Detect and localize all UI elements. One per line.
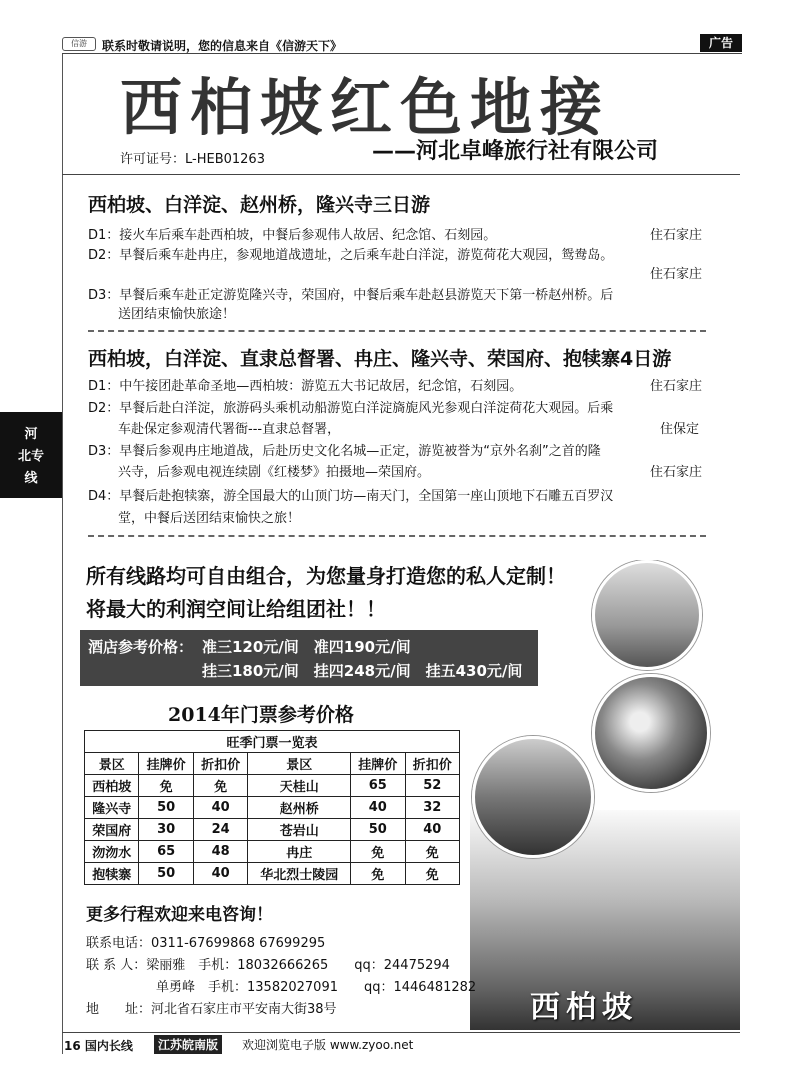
- tour1-heading: 西柏坡、白洋淀、赵州桥，隆兴寺三日游: [88, 194, 431, 216]
- footer: [62, 1032, 740, 1054]
- ticket-table: [84, 730, 460, 885]
- promo-line1: 所有线路均可自由组合，为您量身打造您的私人定制！: [86, 564, 566, 588]
- divider: [62, 174, 740, 175]
- divider: [88, 535, 706, 537]
- table-cell: 免: [351, 841, 405, 863]
- phone-number: 0311-67699868 67699295: [151, 936, 326, 951]
- brand-logo: 信游: [62, 37, 96, 51]
- table-cell: 32: [405, 797, 459, 819]
- table-cell: 冉庄: [248, 841, 351, 863]
- tour2-day2: D2：早餐后赴白洋淀，旅游码头乘机动船游览白洋淀旖旎风光参观白洋淀荷花大观园。后乘: [88, 401, 614, 416]
- person2: 单勇峰 手机：13582027091: [156, 980, 338, 995]
- hotel-row1: 准三120元/间 准四190元/间: [202, 638, 411, 656]
- tour2-day1-city: 住石家庄: [650, 379, 703, 394]
- photo-sign: 西柏坡: [530, 990, 638, 1025]
- table-cell: 免: [193, 775, 247, 797]
- edition-badge: 江苏皖南版: [154, 1035, 222, 1054]
- table-cell: 赵州桥: [248, 797, 351, 819]
- column-header: 挂牌价: [351, 753, 405, 775]
- column-header: 景区: [85, 753, 139, 775]
- side-tab: [0, 412, 62, 498]
- table-cell: 65: [351, 775, 405, 797]
- table-cell: 免: [351, 863, 405, 885]
- table-cell: 48: [193, 841, 247, 863]
- table-row: [85, 819, 460, 841]
- person1: 梁丽雅 手机：18032666265: [146, 958, 329, 973]
- table-row: [85, 863, 460, 885]
- tour2-day1: D1：中午接团赴革命圣地—西柏坡：游览五大书记故居，纪念馆，石刻园。: [88, 379, 523, 394]
- table-cell: 50: [351, 819, 405, 841]
- tour2-day2-city: 住保定: [660, 422, 700, 437]
- address: 河北省石家庄市平安南大街38号: [151, 1002, 337, 1017]
- contact-person1-row: [86, 956, 450, 976]
- tour1-day1: D1：接火车后乘车赴西柏坡，中餐后参观伟人故居、纪念馆、石刻园。: [88, 228, 497, 243]
- qq1: qq：24475294: [354, 958, 450, 973]
- table-row: [85, 775, 460, 797]
- tour2-day3: D3：早餐后参观冉庄地道战，后赴历史文化名城—正定，游览被誉为“京外名刹”之首的隆: [88, 444, 601, 459]
- promo-line2: 将最大的利润空间让给组团社！！: [86, 597, 386, 621]
- person-label: 联 系 人：: [86, 958, 147, 973]
- table-cell: 华北烈士陵园: [248, 863, 351, 885]
- table-cell: 30: [139, 819, 193, 841]
- divider: [88, 330, 706, 332]
- table-row: [85, 797, 460, 819]
- table-cell: 天桂山: [248, 775, 351, 797]
- ticket-title: 2014年门票参考价格: [168, 704, 354, 726]
- tour2-day4-cont: 堂，中餐后送团结束愉快之旅！: [118, 511, 301, 526]
- side-tab-line: 线: [24, 471, 38, 486]
- table-cell: 52: [405, 775, 459, 797]
- pagoda-photo: [592, 560, 702, 670]
- hotel-row2: 挂三180元/间 挂四248元/间 挂五430元/间: [202, 662, 523, 680]
- hotel-label: 酒店参考价格：: [88, 638, 194, 656]
- contact-address-row: [86, 1000, 337, 1020]
- contact-phone-row: [86, 934, 325, 954]
- address-label: 地 址：: [86, 1002, 152, 1017]
- table-cell: 24: [193, 819, 247, 841]
- tour2-day3-cont: 兴寺，后参观电视连续剧《红楼梦》拍摄地—荣国府。: [118, 465, 431, 480]
- top-bar: [62, 34, 742, 54]
- table-cell: 荣国府: [85, 819, 139, 841]
- table-header-row: [85, 753, 460, 775]
- table-cell: 40: [193, 797, 247, 819]
- browse-link[interactable]: 欢迎浏览电子版 www.zyoo.net: [242, 1038, 414, 1052]
- side-tab-line: 河: [24, 427, 38, 442]
- tour1-day3: D3：早餐后乘车赴正定游览隆兴寺，荣国府，中餐后乘车赴赵县游览天下第一桥赵州桥。后: [88, 288, 614, 303]
- tour1-day1-city: 住石家庄: [650, 228, 703, 243]
- contact-person2-row: [156, 978, 476, 998]
- table-cell: 50: [139, 863, 193, 885]
- table-cell: 65: [139, 841, 193, 863]
- tour2-day4: D4：早餐后赴抱犊寨，游全国最大的山顶门坊—南天门，全国第一座山顶地下石雕五百罗汉: [88, 489, 614, 504]
- table-cell: 40: [351, 797, 405, 819]
- tour2-day3-city: 住石家庄: [650, 465, 703, 480]
- source-notice: 联系时敬请说明，您的信息来自《信游天下》: [102, 39, 343, 53]
- column-header: 挂牌价: [139, 753, 193, 775]
- table-cell: 抱犊寨: [85, 863, 139, 885]
- table-cell: 40: [405, 819, 459, 841]
- license-number: 许可证号：L-HEB01263: [120, 152, 265, 167]
- hotel-price-box: [80, 630, 538, 686]
- table-row: [85, 841, 460, 863]
- frame-line: [62, 54, 63, 1054]
- lotus-photo: [592, 674, 710, 792]
- table-cell: 免: [405, 841, 459, 863]
- tour1-day3-cont: 送团结束愉快旅途！: [118, 307, 236, 322]
- table-caption: 旺季门票一览表: [85, 731, 460, 753]
- tour2-day2-cont: 车赴保定参观清代署衙---直隶总督署，: [118, 422, 341, 437]
- page-number: 16 国内长线: [64, 1039, 133, 1053]
- bridge-photo: [472, 736, 594, 858]
- side-tab-line: 北专: [17, 449, 44, 464]
- table-cell: 苍岩山: [248, 819, 351, 841]
- phone-label: 联系电话：: [86, 936, 152, 951]
- column-header: 景区: [248, 753, 351, 775]
- company-name: ——河北卓峰旅行社有限公司: [372, 139, 659, 164]
- page-title: 西柏坡红色地接: [120, 71, 611, 144]
- qq2: qq：1446481282: [363, 980, 477, 995]
- column-header: 折扣价: [193, 753, 247, 775]
- ad-tag: 广告: [700, 34, 742, 52]
- column-header: 折扣价: [405, 753, 459, 775]
- table-cell: 40: [193, 863, 247, 885]
- table-cell: 隆兴寺: [85, 797, 139, 819]
- tour1-day2-city: 住石家庄: [650, 267, 703, 282]
- table-cell: 免: [139, 775, 193, 797]
- table-cell: 免: [405, 863, 459, 885]
- table-cell: 沕沕水: [85, 841, 139, 863]
- tour1-day2: D2：早餐后乘车赴冉庄，参观地道战遗址，之后乘车赴白洋淀，游览荷花大观园，鸳鸯岛。: [88, 248, 614, 263]
- table-cell: 50: [139, 797, 193, 819]
- more-trips-heading: 更多行程欢迎来电咨询！: [86, 905, 273, 925]
- table-cell: 西柏坡: [85, 775, 139, 797]
- tour2-heading: 西柏坡，白洋淀、直隶总督署、冉庄、隆兴寺、荣国府、抱犊寨4日游: [88, 348, 672, 370]
